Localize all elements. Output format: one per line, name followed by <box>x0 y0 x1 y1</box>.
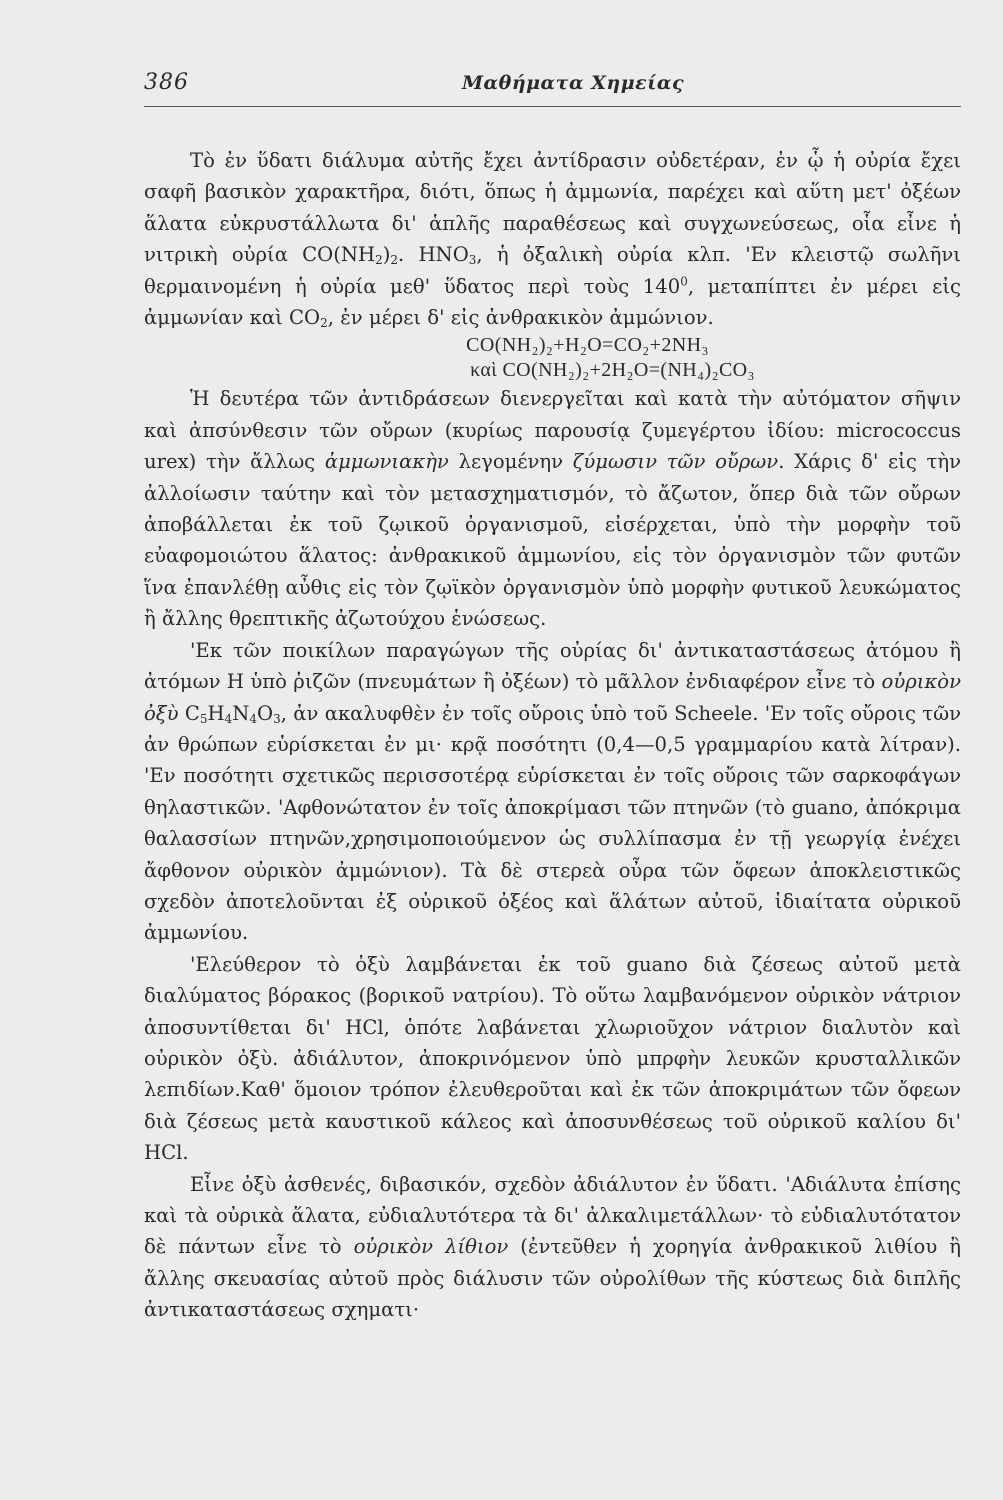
running-title: Μαθήματα Χημείας <box>462 72 685 94</box>
paragraph-3: 'Εκ τῶν ποικίλων παραγώγων τῆς οὐρίας δι' ἀντικαταστάσεως ἀτόμου ἢ ἀτόμων Η ὑπὸ ῥιζῶν (πνευμάτων ἢ ὀξέων) τὸ μᾶλλον ἐνδιαφέρον εἶνε τὸ οὐρικὸν ὀξὺ $C_5H_4N_4O_3$, ἀν ακαλυφθὲν ἐν τοῖς οὔροις ὑπὸ τοῦ Scheele. 'Εν τοῖς οὔροις τῶν ἀν θρώπων εὑρίσκεται ἐν μι· κρᾷ ποσότητι (0,4—0,5 γραμμαρίου κατὰ λίτραν). 'Εν ποσότητι σχετικῶς περισσοτέρᾳ εὑρίσκεται ἐν τοῖς οὔροις τῶν σαρκοφάγων θηλαστικῶν. 'Αφθονώτατον ἐν τοῖς ἀποκρίμασι τῶν πτηνῶν (τὸ guano, ἀπόκριμα θαλασσίων πτηνῶν,χρησιμοποιούμενον ὡς συλλίπασμα ἐν τῇ γεωργίᾳ ἐνέχει ἄφθονον οὐρικὸν ἀμμώνιον). Τὰ δὲ στερεὰ οὖρα τῶν ὄφεων ἀποκλειστικῶς σχεδὸν ἀποτελοῦνται ἐξ οὐρικοῦ ὀξέος καὶ ἅλάτων αὐτοῦ, ἰδιαίτατα οὐρικοῦ ἀμμωνίου. <box>144 638 961 945</box>
paragraph-1: Τὸ ἐν ὕδατι διάλυμα αὐτῆς ἔχει ἀντίδρασιν οὐδετέραν, ἐν ᾧ ἡ οὐρία ἔχει σαφῆ βασικὸν χαρακτῆρα, διότι, ὅπως ἡ ἀμμωνία, παρέχει καὶ αὕτη μετ' ὀξέων ἅλατα εὐκρυστάλλωτα δι' ἁπλῆς παραθέσεως καὶ συγχωνεύσεως, οἷα εἶνε ἡ νιτρικὴ οὐρία $CO(NH_2)_2$. $HNO_3$, ἡ ὀξαλικὴ οὐρία κλπ. 'Εν κλειστῷ σωλῆνι θερμαινομένη ἡ οὐρία μεθ' ὕδατος περὶ τοὺς $140^0$, μεταπίπτει ἐν μέρει εἰς ἀμμωνίαν καὶ $CO_2$, ἐν μέρει δ' εἰς ἀνθρακικὸν ἀμμώνιον. <box>144 149 961 331</box>
page-number: 386 <box>144 70 189 95</box>
paragraph-2: Ἡ δευτέρα τῶν ἀντιδράσεων διενεργεῖται καὶ κατὰ τὴν αὐτόματον σῆψιν καὶ ἀπσύνθεσιν τῶν οὔρων (κυρίως παρουσίᾳ ζυμεγέρτου ἰδίου: micrococcus urex) τὴν ἄλλως ἀμμωνιακὴν λεγομένην ζύμωσιν τῶν οὔρων. Χάρις δ' εἰς τὴν ἀλλοίωσιν ταύτην καὶ τὸν μετασχηματισμόν, τὸ ἄζωτον, ὅπερ διὰ τῶν οὔρων ἀποβάλλεται ἐκ τοῦ ζῳικοῦ ὀργανισμοῦ, εἰσέρχεται, ὑπὸ τὴν μορφὴν τοῦ εὐαφομοιώτου ἅλατος: ἀνθρακικοῦ ἀμμωνίου, εἰς τὸν ὀργανισμὸν τῶν φυτῶν ἵνα ἐπανλέθῃ αὖθις εἰς τὸν ζῳϊκὸν ὀργανισμὸν ὑπὸ μορφὴν φυτικοῦ λευκώματος ἢ ἄλλης θρεπτικῆς ἀζωτούχου ἑνώσεως. <box>144 387 962 631</box>
equation-1: CO(NH₂)₂+H₂O=CO₂+2NH₃ <box>466 334 709 357</box>
paragraph-4: 'Ελεύθερον τὸ ὀξὺ λαμβάνεται ἐκ τοῦ guano διὰ ζέσεως αὐτοῦ μετὰ διαλύματος βόρακος (βορικοῦ νατρίου). Τὸ οὕτω λαμβανόμενον οὐρικὸν νάτριον ἀποσυντίθεται δι' HCl, ὁπότε λαβάνεται χλωριοῦχον νάτριον διαλυτὸν καὶ οὐρικὸν ὀξὺ. ἀδιάλυτον, ἀποκρινόμενον ὑπὸ μπρφὴν λευκῶν κρυσταλλικῶν λεπιδίων.Καθ' ὅμοιον τρόπον ἐλευθεροῦται καὶ ἐκ τῶν ἀποκριμάτων τῶν ὄφεων διὰ ζέσεως μετὰ καυστικοῦ κάλεος καὶ ἀποσυνθέσεως τοῦ οὐρικοῦ καλίου δι' HCl. <box>144 952 961 1165</box>
equation-2: καὶ CO(NH₂)₂+2H₂O=(NH₄)₂CO₃ <box>470 359 755 382</box>
page-header <box>144 70 961 107</box>
paragraph-5: Εἶνε ὀξὺ ἀσθενές, διβασικόν, σχεδὸν ἀδιάλυτον ἐν ὕδατι. 'Αδιάλυτα ἐπίσης καὶ τὰ οὐρικὰ ἅλατα, εὐδιαλυτότερα τὰ δι' ἀλκαλιμετάλλων· τὸ εὐδιαλυτότατον δὲ πάντων εἶνε τὸ οὐρικὸν λίθιον (ἐντεῦθεν ἡ χορηγία ἀνθρακικοῦ λιθίου ἢ ἄλλης σκευασίας αὐτοῦ πρὸς διάλυσιν τῶν οὐρολίθων τῆς κύστεως διὰ διπλῆς ἀντικαταστάσεως σχηματι· <box>144 1172 961 1322</box>
body-text <box>144 145 961 1326</box>
